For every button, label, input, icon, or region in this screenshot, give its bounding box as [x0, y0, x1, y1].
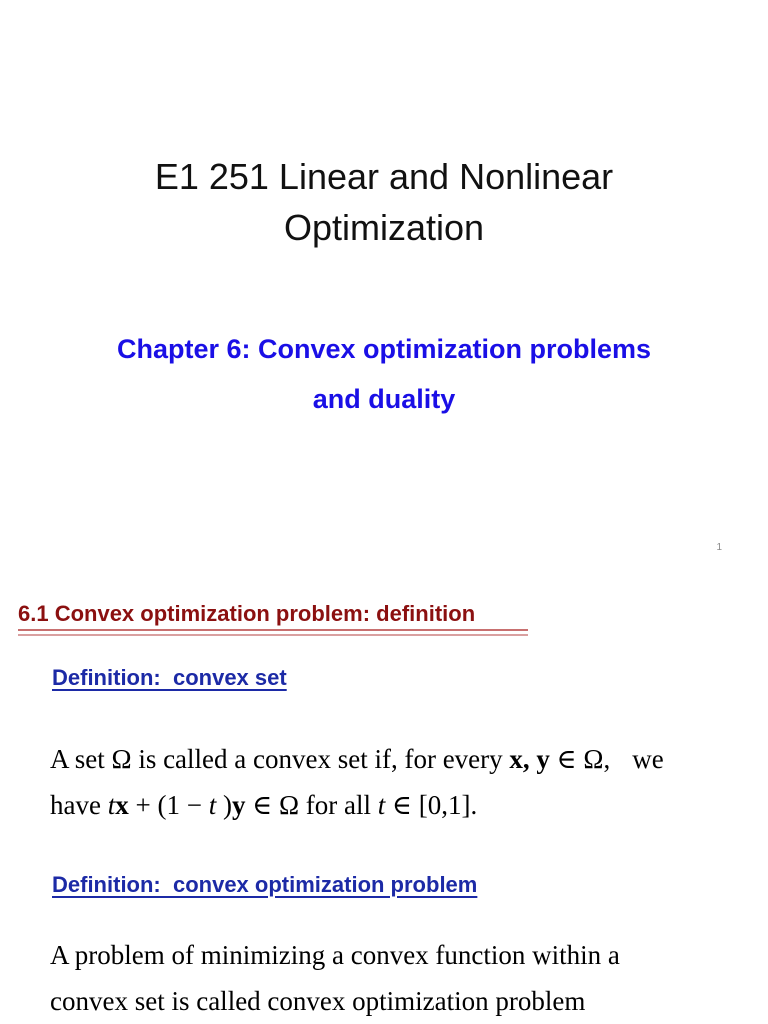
var-t: t [107, 790, 116, 820]
text-run: have [50, 790, 108, 820]
text-run: ∈ Ω for all [245, 790, 378, 820]
text-run: ) [216, 790, 232, 820]
definition-convex-optimization-heading: Definition: convex optimization problem [52, 872, 478, 897]
vector-y: y [231, 790, 246, 820]
course-title-line-1: E1 251 Linear and Nonlinear [154, 156, 614, 197]
var-t: t [208, 790, 217, 820]
text-run: we [632, 744, 664, 774]
text-run: ∈ Ω, [549, 744, 611, 774]
convex-optimization-definition [50, 932, 740, 1024]
page-number: 1 [716, 542, 722, 553]
chapter-subtitle-line-2: and duality [312, 384, 456, 414]
vector-x: x [115, 790, 129, 820]
definition-convex-set-heading: Definition: convex set [52, 665, 287, 690]
var-t: t [377, 790, 386, 820]
section-underline [18, 629, 528, 631]
convex-set-definition-line-2 [50, 782, 740, 828]
course-title-line-2: Optimization [283, 207, 485, 248]
convex-set-definition [50, 736, 740, 828]
section-underline-shadow [18, 634, 528, 636]
vector-vars: x, y [509, 744, 550, 774]
convex-set-definition-line-1 [50, 736, 740, 782]
text-run: + (1 − [128, 790, 209, 820]
definition-slide [0, 576, 768, 1024]
chapter-subtitle-line-1: Chapter 6: Convex optimization problems [116, 334, 652, 364]
text-run: A set Ω is called a convex set if, for every [50, 744, 510, 774]
section-title: 6.1 Convex optimization problem: definition [18, 601, 476, 626]
convex-optimization-definition-line-1: A problem of minimizing a convex function within a [50, 940, 620, 970]
convex-optimization-definition-line-2: convex set is called convex optimization problem [50, 986, 586, 1016]
text-run: ∈ [0,1]. [385, 790, 478, 820]
